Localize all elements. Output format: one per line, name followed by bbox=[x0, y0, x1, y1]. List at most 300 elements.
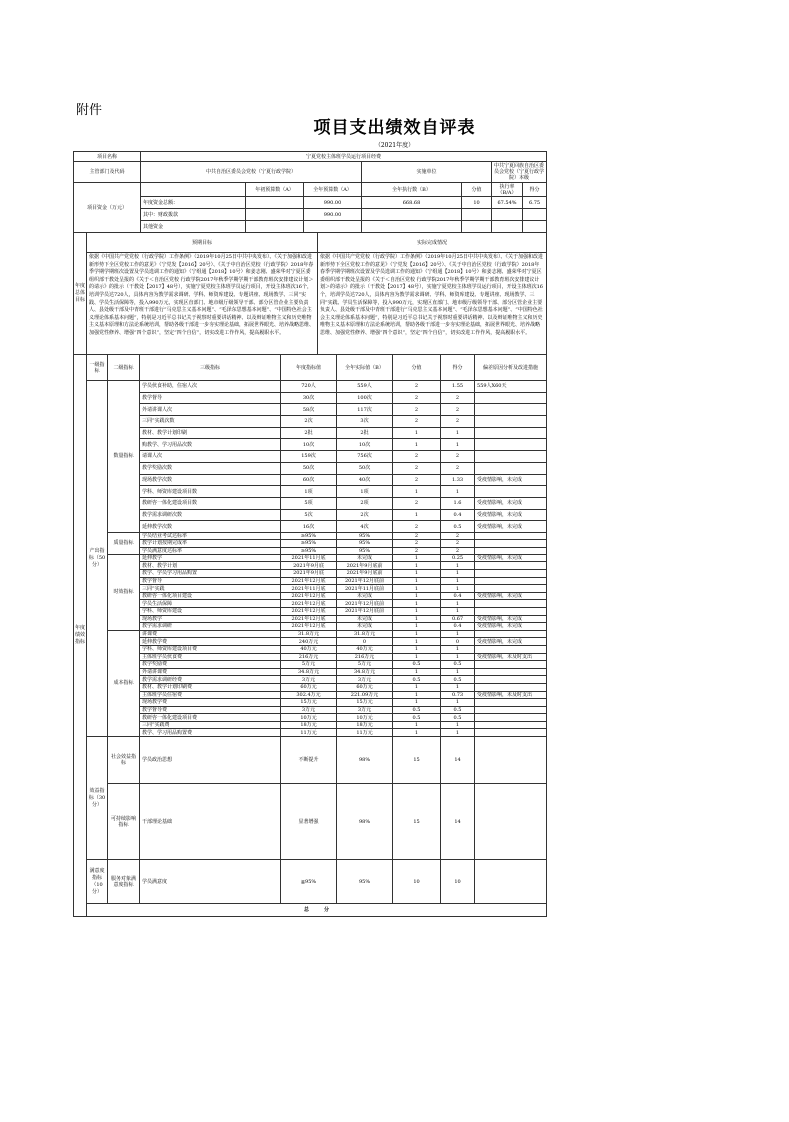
indicator-actual: 31.8万元 bbox=[337, 630, 393, 638]
indicator-points: 0 bbox=[441, 638, 475, 646]
indicator-name: 学员满意度达标率 bbox=[140, 547, 281, 554]
indicator-target: 2021年12月底 bbox=[281, 600, 337, 608]
output-label: 产出指标（50分） bbox=[87, 381, 108, 737]
indicator-actual: 60万元 bbox=[337, 683, 393, 691]
funds-blank bbox=[141, 183, 246, 197]
indicator-reason bbox=[475, 721, 547, 729]
indicator-name: 教学督导 bbox=[140, 392, 281, 404]
indicator-name: 延伸教学费 bbox=[140, 638, 281, 646]
indicator-target: ≥95% bbox=[281, 547, 337, 554]
indicator-score: 1 bbox=[393, 729, 441, 737]
table-row bbox=[74, 532, 547, 539]
indicator-score: 1 bbox=[393, 600, 441, 608]
indicator-name: 教学需求调研次数 bbox=[140, 509, 281, 521]
indicator-points: 0.5 bbox=[441, 706, 475, 714]
table-row bbox=[74, 439, 547, 451]
indicator-reason bbox=[475, 714, 547, 722]
fiscal-rate bbox=[492, 209, 523, 221]
indicator-target: ≥95% bbox=[281, 532, 337, 539]
indicator-actual: 4次 bbox=[337, 521, 393, 533]
col-budget: 年初预算数（A） bbox=[246, 183, 304, 197]
indicator-actual: 11万元 bbox=[337, 729, 393, 737]
indicator-points: 1 bbox=[441, 585, 475, 593]
impl-label: 实施单位 bbox=[362, 162, 492, 183]
expected-goal-text: 依据《中国共产党党校（行政学院）工作条例》（2019年10月25日中共中央发布）、《关于加强和改进新形势下全区党校工作的意见》（宁党发【2016】20号）、《关于中自治区党校（行政学院）2018年春季学期学期班次设置及学员选调工作的通知》（宁组通【2018】10号）和姜志刚、盛荣华对宁夏区委组织部干教处呈报的《关于＜自治区党校 行政学院2017年秋季学期学期干部教育班次安排建议计划＞的请示》的批示（干教处【2017】48号），实施宁夏党校主体班学员运行项目，开设主体班次16个，培训学员达720人，具体内容为教学需求调研、学科、师资库建设、专题讲座、现场教学、三同”实践、学员生活保障等，投入990万元，实现区直部门、地市级厅级领导干部、部分区管企业主要负责人、县处级干部及中青班干部进行“马克思主义基本问题”、“毛泽东思想基本问题”、“中国特色社会主义理论体系基本问题”，特别是习近平总书记关于视察时重要讲话精神、以及辩证唯物主义和历史唯物主义基本原理和方法论系统培训，帮助各级干部进一步夯实理论基础，拓展世界眼光、培养战略思维、加强党性修养、增强“四个意识”，坚定“四个自信”，切实改进工作作风，提高履职水平。 bbox=[87, 253, 318, 355]
indicator-points: 2 bbox=[441, 392, 475, 404]
indicator-actual: 3万元 bbox=[337, 706, 393, 714]
actual-goal-text: 依据《中国共产党党校（行政学院）工作条例》（2019年10月25日中共中央发布）、《关于加强和改进新形势下全区党校工作的意见》（宁党发【2016】20号）、《关于中自治区党校（行政学院）2018年春季学期学期班次设置及学员选调工作的通知》（宁组通【2018】10号）和姜志刚、盛荣华对宁夏区委组织部干教处呈报的《关于＜自治区党校 行政学院2017年秋季学期学期干部教育班次安排建议计划＞的请示》的批示（干教处【2017】48号），实施宁夏党校主体班学员运行项目，开设主体班次16个，培训学员达720人，具体内容为教学需求调研、学科、师资库建设、专题讲座、现场教学、三同”实践、学员生活保障等，投入990万元，实现区直部门、地市级厅级领导干部、部分区管企业主要负责人、县处级干部及中青班干部进行“马克思主义基本问题”、“毛泽东思想基本问题”、“中国特色社会主义理论体系基本问题”，特别是习近平总书记关于视察时重要讲话精神、以及辩证唯物主义和历史唯物主义基本原理和方法论系统培训，帮助各级干部进一步夯实理论基础，拓展世界眼光、培养战略思维、加强党性修养、增强“四个意识”，坚定“四个自信”，切实改进工作作风，提高履职水平。 bbox=[318, 253, 547, 355]
indicator-actual: 2021年12月底前 bbox=[337, 600, 393, 608]
indicator-points: 1 bbox=[441, 562, 475, 570]
table-row bbox=[74, 474, 547, 486]
indicator-name: 教材、教学计划印刷 bbox=[140, 427, 281, 439]
project-name: 宁夏党校主体班学员运行项目经费 bbox=[141, 152, 547, 162]
fiscal-label: 其中：财政拨款 bbox=[141, 209, 246, 221]
indicator-name: 主体班学员伙食费 bbox=[140, 653, 281, 661]
indicator-actual: 216万元 bbox=[337, 653, 393, 661]
indicator-reason bbox=[475, 676, 547, 684]
indicator-score: 2 bbox=[393, 532, 441, 539]
indicator-target: 15万元 bbox=[281, 699, 337, 707]
attachment-label: 附件 bbox=[76, 103, 103, 118]
other-points bbox=[523, 221, 547, 233]
indicator-points: 1 bbox=[441, 668, 475, 676]
indicator-target: 31.8万元 bbox=[281, 630, 337, 638]
indicator-points: 2 bbox=[441, 547, 475, 554]
indicator-points: 1 bbox=[441, 721, 475, 729]
indicator-score: 2 bbox=[393, 416, 441, 428]
indicator-name: 教学、学员学习用品购置 bbox=[140, 570, 281, 578]
table-row bbox=[74, 737, 547, 784]
other-exec bbox=[362, 221, 462, 233]
indicators-table bbox=[73, 354, 547, 917]
table-row bbox=[74, 607, 547, 615]
indicator-score: 0.5 bbox=[393, 714, 441, 722]
table-row bbox=[74, 392, 547, 404]
satisfaction-actual: 95% bbox=[337, 860, 393, 904]
indicator-score: 1 bbox=[393, 645, 441, 653]
indicator-name: 学科、师资库建设项目费 bbox=[140, 645, 281, 653]
indicator-actual: 10万元 bbox=[337, 714, 393, 722]
hdr-target: 年度指标值 bbox=[281, 355, 337, 381]
table-row bbox=[74, 540, 547, 547]
hdr-level1: 一级指标 bbox=[87, 355, 108, 381]
table-row bbox=[74, 577, 547, 585]
hdr-level2: 二级指标 bbox=[108, 355, 140, 381]
indicator-score: 1 bbox=[393, 585, 441, 593]
indicator-points: 0.5 bbox=[441, 521, 475, 533]
indicator-points: 1 bbox=[441, 600, 475, 608]
indicator-reason: 受疫情影响，未及时支出 bbox=[475, 653, 547, 661]
indicator-target: 216万元 bbox=[281, 653, 337, 661]
indicator-score: 1 bbox=[393, 562, 441, 570]
indicator-name: 讲课费 bbox=[140, 630, 281, 638]
social-target: 不断提升 bbox=[281, 737, 337, 784]
indicator-actual: 559人 bbox=[337, 381, 393, 393]
indicator-target: 10万元 bbox=[281, 714, 337, 722]
table-row bbox=[74, 497, 547, 509]
indicator-score: 0.5 bbox=[393, 676, 441, 684]
indicator-points: 1 bbox=[441, 699, 475, 707]
indicator-score: 1 bbox=[393, 615, 441, 623]
table-row bbox=[74, 600, 547, 608]
indicator-target: 30次 bbox=[281, 392, 337, 404]
col-exec: 全年执行数（B） bbox=[362, 183, 462, 197]
indicator-reason bbox=[475, 630, 547, 638]
indicator-name: 现场教学次数 bbox=[140, 474, 281, 486]
indicator-reason bbox=[475, 562, 547, 570]
col-rate: 执行率（B/A） bbox=[492, 183, 523, 197]
table-row bbox=[74, 699, 547, 707]
table-row bbox=[74, 904, 547, 917]
table-row bbox=[74, 486, 547, 498]
indicator-points: 1 bbox=[441, 427, 475, 439]
indicator-target: 2021年11月底 bbox=[281, 554, 337, 562]
indicator-name: 教学奖励次数 bbox=[140, 462, 281, 474]
indicator-reason: 受疫情影响，未及时支出 bbox=[475, 691, 547, 699]
table-row bbox=[74, 683, 547, 691]
satisfaction-score: 10 bbox=[393, 860, 441, 904]
indicator-score: 1 bbox=[393, 554, 441, 562]
social-score: 15 bbox=[393, 737, 441, 784]
total-score: 10 bbox=[462, 197, 492, 209]
indicator-actual: 2021年12月底前 bbox=[337, 607, 393, 615]
indicator-target: 34.8万元 bbox=[281, 668, 337, 676]
indicator-actual: 18万元 bbox=[337, 721, 393, 729]
table-row bbox=[74, 676, 547, 684]
table-row bbox=[74, 585, 547, 593]
indicator-actual: 2次 bbox=[337, 509, 393, 521]
indicator-score: 1 bbox=[393, 427, 441, 439]
indicator-points: 1 bbox=[441, 683, 475, 691]
cost-label: 成本指标 bbox=[108, 630, 140, 736]
indicator-reason bbox=[475, 416, 547, 428]
indicator-actual: 0 bbox=[337, 638, 393, 646]
indicator-target: 2次 bbox=[281, 416, 337, 428]
indicator-score: 1 bbox=[393, 668, 441, 676]
indicator-score: 1 bbox=[393, 607, 441, 615]
table-row bbox=[74, 509, 547, 521]
indicator-points: 0.4 bbox=[441, 509, 475, 521]
table-row bbox=[74, 638, 547, 646]
table-row bbox=[74, 714, 547, 722]
indicator-reason: 受疫情影响，未完成 bbox=[475, 592, 547, 600]
indicator-points: 1 bbox=[441, 439, 475, 451]
indicator-points: 0.5 bbox=[441, 714, 475, 722]
indicator-actual: 95% bbox=[337, 532, 393, 539]
indicator-points: 0.4 bbox=[441, 592, 475, 600]
indicator-points: 0.25 bbox=[441, 554, 475, 562]
indicator-target: 240万元 bbox=[281, 638, 337, 646]
fiscal-budget: 990.00 bbox=[304, 209, 362, 221]
indicator-reason bbox=[475, 585, 547, 593]
hdr-actual: 全年实际值（B） bbox=[337, 355, 393, 381]
sustain-label: 可持续影响指标 bbox=[108, 784, 140, 860]
goals-table bbox=[73, 232, 547, 355]
indicator-name: 外请讲课人次 bbox=[140, 404, 281, 416]
fiscal-score bbox=[462, 209, 492, 221]
indicator-target: 2021年9月底 bbox=[281, 562, 337, 570]
indicator-name: 教学需求调研 bbox=[140, 623, 281, 631]
indicator-points: 0.67 bbox=[441, 615, 475, 623]
indicator-reason bbox=[475, 706, 547, 714]
table-row bbox=[74, 706, 547, 714]
indicator-target: 5次 bbox=[281, 509, 337, 521]
indicator-score: 2 bbox=[393, 521, 441, 533]
indicator-name: 教研咨一体化项目建设 bbox=[140, 592, 281, 600]
satisfaction-name: 学员满意度 bbox=[140, 860, 281, 904]
satisfaction-points: 10 bbox=[441, 860, 475, 904]
table-row bbox=[74, 860, 547, 904]
indicator-actual: 117次 bbox=[337, 404, 393, 416]
indicator-reason bbox=[475, 462, 547, 474]
indicator-target: ≥95% bbox=[281, 540, 337, 547]
indicator-score: 1 bbox=[393, 439, 441, 451]
col-score: 分值 bbox=[462, 183, 492, 197]
other-label: 其他资金 bbox=[141, 221, 246, 233]
indicator-target: 3万元 bbox=[281, 676, 337, 684]
social-points: 14 bbox=[441, 737, 475, 784]
indicator-actual: 2021年9月底前 bbox=[337, 570, 393, 578]
timeliness-label: 时效指标 bbox=[108, 554, 140, 630]
indicator-score: 0.5 bbox=[393, 706, 441, 714]
indicator-reason bbox=[475, 404, 547, 416]
indicator-points: 2 bbox=[441, 404, 475, 416]
sustain-score: 15 bbox=[393, 784, 441, 860]
social-actual: 98% bbox=[337, 737, 393, 784]
indicator-actual: 15万元 bbox=[337, 699, 393, 707]
indicator-points: 1.6 bbox=[441, 497, 475, 509]
goals-label: 年度总体目标 bbox=[74, 233, 87, 355]
impl-value: 中共宁夏回族自治区委员会党校（宁夏行政学院）本级 bbox=[492, 162, 547, 183]
satisfaction-sub-label: 服务对象满意度指标 bbox=[108, 860, 140, 904]
indicator-actual: 100次 bbox=[337, 392, 393, 404]
indicator-points: 2 bbox=[441, 540, 475, 547]
indicator-actual: 95% bbox=[337, 547, 393, 554]
satisfaction-reason bbox=[475, 860, 547, 904]
indicator-reason bbox=[475, 532, 547, 539]
indicator-reason: 受疫情影响，未完成 bbox=[475, 615, 547, 623]
indicator-score: 0.5 bbox=[393, 661, 441, 669]
total-points: 6.75 bbox=[523, 197, 547, 209]
indicator-points: 2 bbox=[441, 451, 475, 463]
indicator-reason bbox=[475, 486, 547, 498]
fiscal-points bbox=[523, 209, 547, 221]
indicator-score: 2 bbox=[393, 451, 441, 463]
indicator-points: 1 bbox=[441, 645, 475, 653]
indicator-target: 1项 bbox=[281, 486, 337, 498]
indicator-actual: 40次 bbox=[337, 474, 393, 486]
total-exec: 668.68 bbox=[362, 197, 462, 209]
actual-goal-label: 实际完成情况 bbox=[318, 233, 547, 253]
table-row bbox=[74, 661, 547, 669]
hdr-reason: 偏差原因分析及改进措施 bbox=[475, 355, 547, 381]
indicator-score: 2 bbox=[393, 392, 441, 404]
col-full-budget: 全年预算数（A） bbox=[304, 183, 362, 197]
indicator-actual: 2021年9月底前 bbox=[337, 562, 393, 570]
indicator-score: 1 bbox=[393, 721, 441, 729]
satisfaction-label: 满意度指标（10分） bbox=[87, 860, 108, 904]
indicator-target: 60万元 bbox=[281, 683, 337, 691]
table-row bbox=[74, 691, 547, 699]
indicator-score: 2 bbox=[393, 404, 441, 416]
indicator-reason bbox=[475, 683, 547, 691]
table-row bbox=[74, 668, 547, 676]
indicator-reason: 受疫情影响，未完成 bbox=[475, 638, 547, 646]
indicator-target: 2021年12月底 bbox=[281, 623, 337, 631]
other-rate bbox=[492, 221, 523, 233]
indicator-reason: 受疫情影响，未完成 bbox=[475, 521, 547, 533]
indicator-reason: 受疫情影响，未完成 bbox=[475, 554, 547, 562]
indicator-points: 1 bbox=[441, 653, 475, 661]
indicator-reason bbox=[475, 668, 547, 676]
indicator-points: 1 bbox=[441, 570, 475, 578]
benefit-label: 效益指标（30分） bbox=[87, 737, 108, 860]
social-name: 学员政治思想 bbox=[140, 737, 281, 784]
indicator-reason: 受疫情影响，未完成 bbox=[475, 497, 547, 509]
indicator-score: 2 bbox=[393, 547, 441, 554]
total-score-label: 总 分 bbox=[87, 904, 547, 917]
indicator-score: 1 bbox=[393, 630, 441, 638]
indicator-reason: 受疫情影响，未完成 bbox=[475, 623, 547, 631]
indicator-points: 1 bbox=[441, 486, 475, 498]
indicator-name: 教学督导费 bbox=[140, 706, 281, 714]
indicator-score: 1 bbox=[393, 486, 441, 498]
total-budget-a bbox=[246, 197, 304, 209]
fiscal-exec bbox=[362, 209, 462, 221]
sustain-target: 显著增强 bbox=[281, 784, 337, 860]
indicator-name: 主体班学员住宿费 bbox=[140, 691, 281, 699]
indicator-score: 2 bbox=[393, 381, 441, 393]
indicator-target: 2批 bbox=[281, 427, 337, 439]
indicator-target: 5项 bbox=[281, 497, 337, 509]
indicator-target: 2021年11月底 bbox=[281, 585, 337, 593]
indicator-reason bbox=[475, 577, 547, 585]
table-row bbox=[74, 729, 547, 737]
indicator-reason bbox=[475, 427, 547, 439]
hdr-points: 得分 bbox=[441, 355, 475, 381]
indicator-score: 1 bbox=[393, 691, 441, 699]
indicator-name: 教研咨一体化建设项目数 bbox=[140, 497, 281, 509]
indicator-name: 请课人次 bbox=[140, 451, 281, 463]
indicator-score: 1 bbox=[393, 570, 441, 578]
table-row bbox=[74, 623, 547, 631]
funds-label: 项目资金（万元） bbox=[74, 183, 141, 233]
indicator-actual: 1项 bbox=[337, 486, 393, 498]
indicator-actual: 95% bbox=[337, 540, 393, 547]
indicator-reason bbox=[475, 607, 547, 615]
social-label: 社会效益指标 bbox=[108, 737, 140, 784]
table-row bbox=[74, 645, 547, 653]
quality-label: 质量指标 bbox=[108, 532, 140, 554]
table-row bbox=[74, 784, 547, 860]
indicator-target: 3万元 bbox=[281, 706, 337, 714]
indicator-actual: 未完成 bbox=[337, 592, 393, 600]
indicator-points: 1.55 bbox=[441, 381, 475, 393]
indicator-reason bbox=[475, 699, 547, 707]
table-row bbox=[74, 570, 547, 578]
indicator-target: 60次 bbox=[281, 474, 337, 486]
table-row bbox=[74, 615, 547, 623]
indicator-reason bbox=[475, 600, 547, 608]
indicator-reason bbox=[475, 570, 547, 578]
indicator-reason: 559人X60天 bbox=[475, 381, 547, 393]
indicator-actual: 221.09万元 bbox=[337, 691, 393, 699]
dept-value: 中共自治区委员会党校（宁夏行政学院） bbox=[141, 162, 362, 183]
indicator-name: 教学计划按期完成率 bbox=[140, 540, 281, 547]
indicator-actual: 3次 bbox=[337, 416, 393, 428]
indicator-name: 学员结业考试达标率 bbox=[140, 532, 281, 539]
other-blank bbox=[246, 221, 304, 233]
indicator-points: 0.5 bbox=[441, 676, 475, 684]
social-reason bbox=[475, 737, 547, 784]
indicator-name: 现场教学费 bbox=[140, 699, 281, 707]
indicator-target: 2021年12月底 bbox=[281, 592, 337, 600]
hdr-score: 分值 bbox=[393, 355, 441, 381]
indicator-target: 2021年12月底 bbox=[281, 607, 337, 615]
fiscal-blank bbox=[246, 209, 304, 221]
indicator-actual: 未完成 bbox=[337, 615, 393, 623]
year-label: （2021年度） bbox=[374, 142, 415, 149]
indicator-actual: 2批 bbox=[337, 427, 393, 439]
indicator-name: 教学奖励费 bbox=[140, 661, 281, 669]
indicator-actual: 2021年11月底前 bbox=[337, 585, 393, 593]
indicator-score: 1 bbox=[393, 577, 441, 585]
indicator-actual: 50次 bbox=[337, 462, 393, 474]
section-label: 年度绩效指标 bbox=[74, 355, 87, 917]
indicator-score: 2 bbox=[393, 474, 441, 486]
table-row bbox=[74, 355, 547, 381]
other-budget bbox=[304, 221, 362, 233]
indicator-name: 现场教学 bbox=[140, 615, 281, 623]
indicator-target: 18万元 bbox=[281, 721, 337, 729]
page-title: 项目支出绩效自评表 bbox=[313, 118, 476, 138]
indicator-target: 2021年9月底 bbox=[281, 570, 337, 578]
indicator-target: 40万元 bbox=[281, 645, 337, 653]
indicator-target: 720人 bbox=[281, 381, 337, 393]
indicator-target: 302.4万元 bbox=[281, 691, 337, 699]
table-row bbox=[74, 462, 547, 474]
indicator-target: 58次 bbox=[281, 404, 337, 416]
indicator-name: 外请讲课费 bbox=[140, 668, 281, 676]
indicator-points: 0.4 bbox=[441, 623, 475, 631]
indicator-target: 50次 bbox=[281, 462, 337, 474]
indicator-target: 159次 bbox=[281, 451, 337, 463]
indicator-actual: 3万元 bbox=[337, 676, 393, 684]
indicator-name: 三同”实践费 bbox=[140, 721, 281, 729]
satisfaction-target: ≧95% bbox=[281, 860, 337, 904]
indicator-target: 11万元 bbox=[281, 729, 337, 737]
indicator-target: 2021年12月底 bbox=[281, 577, 337, 585]
project-name-label: 项目名称 bbox=[74, 152, 141, 162]
indicator-reason bbox=[475, 439, 547, 451]
indicator-name: 学员生活保障 bbox=[140, 600, 281, 608]
table-row bbox=[74, 427, 547, 439]
indicator-name: 教学督导 bbox=[140, 577, 281, 585]
indicator-name: 三同”实践 bbox=[140, 585, 281, 593]
indicator-name: 三同”实践次数 bbox=[140, 416, 281, 428]
indicator-reason bbox=[475, 547, 547, 554]
table-row bbox=[74, 592, 547, 600]
indicator-points: 1 bbox=[441, 607, 475, 615]
col-points: 得分 bbox=[523, 183, 547, 197]
indicator-score: 2 bbox=[393, 462, 441, 474]
table-row bbox=[74, 547, 547, 554]
indicator-reason bbox=[475, 729, 547, 737]
sustain-actual: 98% bbox=[337, 784, 393, 860]
indicator-actual: 2021年12月底前 bbox=[337, 577, 393, 585]
table-row bbox=[74, 416, 547, 428]
